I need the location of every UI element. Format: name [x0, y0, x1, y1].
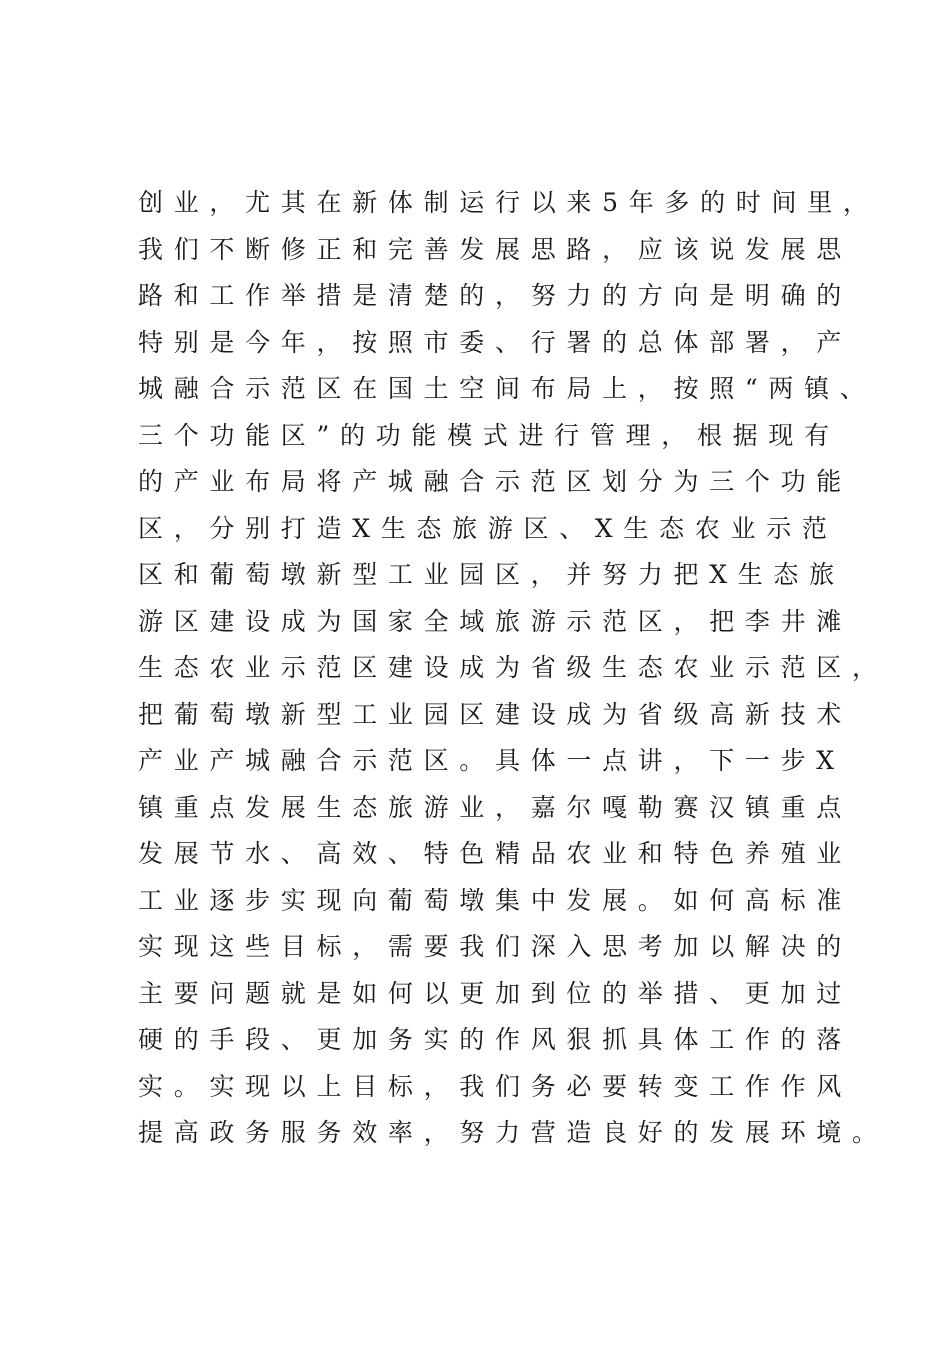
- text-line: 镇重点发展生态旅游业，嘉尔嘎勒赛汉镇重点: [138, 792, 853, 822]
- text-line: 的产业布局将产城融合示范区划分为三个功能: [138, 467, 853, 496]
- text-line: 硬的手段、更加务实的作风狠抓具体工作的落: [138, 1025, 853, 1054]
- text-line: 把葡萄墩新型工业园区建设成为省级高新技术: [138, 699, 853, 729]
- text-line: 路和工作举措是清楚的，努力的方向是明确的: [138, 281, 853, 310]
- text-line: 特别是今年，按照市委、行署的总体部署，产: [138, 327, 853, 357]
- text-line: 产业产城融合示范区。具体一点讲，下一步X: [138, 746, 845, 775]
- text-line: 提高政务服务效率，努力营造良好的发展环境。: [138, 1118, 888, 1147]
- text-line: 实现这些目标，需要我们深入思考加以解决的: [138, 932, 853, 961]
- text-line: 区和葡萄墩新型工业园区，并努力把X生态旅: [138, 560, 845, 589]
- text-line: 主要问题就是如何以更加到位的举措、更加过: [138, 978, 853, 1008]
- text-line: 实。实现以上目标，我们务必要转变工作作风: [138, 1071, 853, 1101]
- text-line: 三个功能区”的功能模式进行管理，根据现有: [138, 420, 840, 450]
- text-line: 城融合示范区在国土空间布局上，按照“两镇、: [138, 374, 876, 403]
- text-line: 工业逐步实现向葡萄墩集中发展。如何高标准: [138, 885, 853, 915]
- text-line: 游区建设成为国家全域旅游示范区，把李井滩: [138, 606, 853, 636]
- text-line: 生态农业示范区建设成为省级生态农业示范区，: [138, 653, 888, 682]
- text-line: 区，分别打造X生态旅游区、X生态农业示范: [138, 513, 838, 543]
- text-line: 发展节水、高效、特色精品农业和特色养殖业: [138, 839, 853, 868]
- text-line: 我们不断修正和完善发展思路，应该说发展思: [138, 234, 853, 264]
- body-text: [138, 180, 888, 1157]
- text-line: 创业，尤其在新体制运行以来5年多的时间里，: [138, 188, 879, 217]
